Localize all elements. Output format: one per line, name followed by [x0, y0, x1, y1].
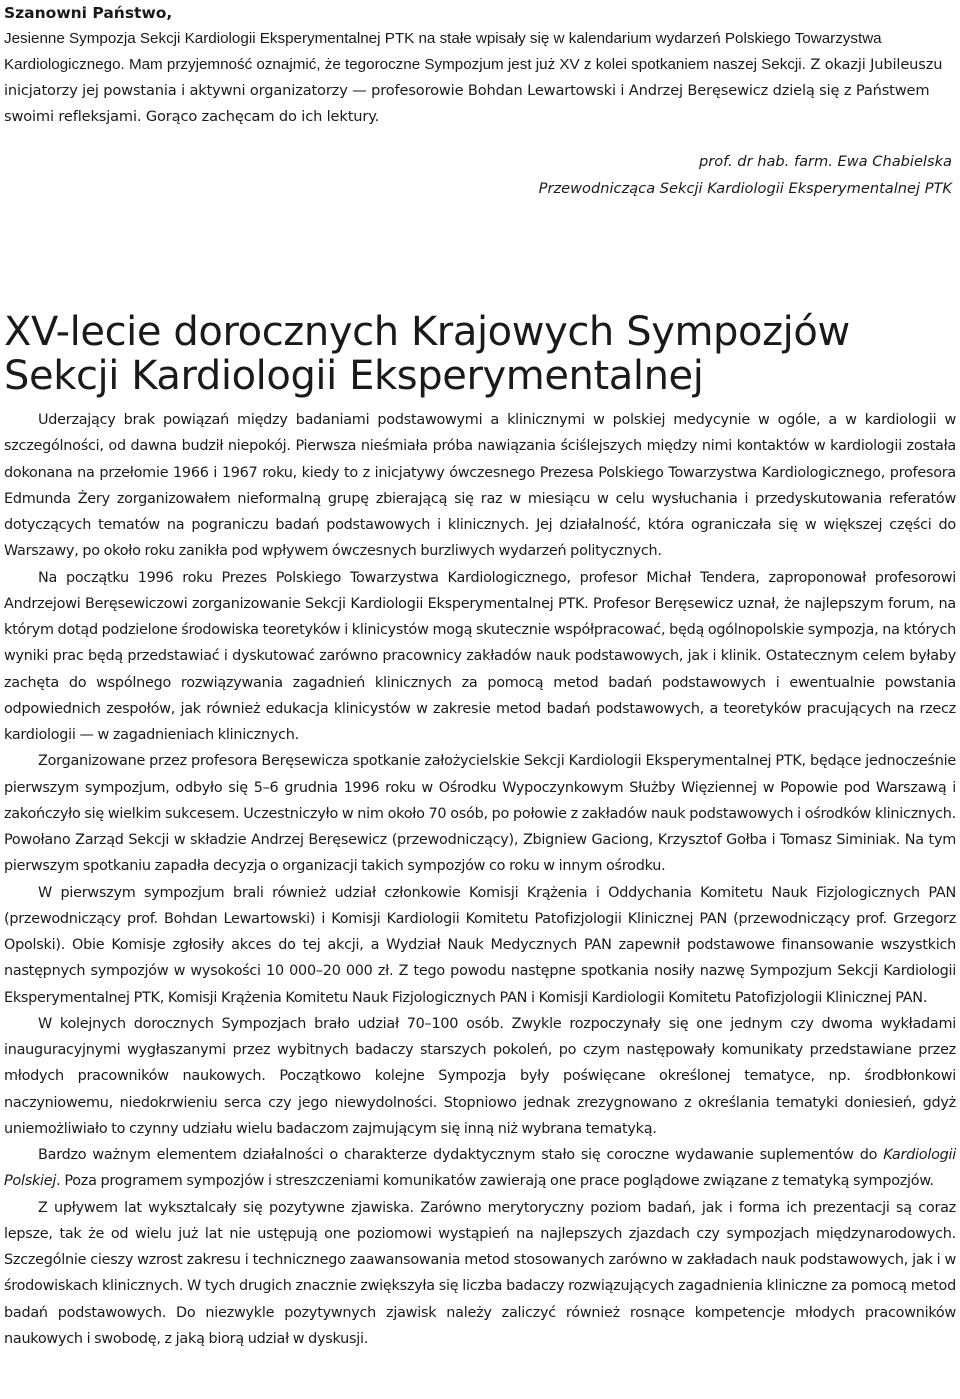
paragraph-text: . Poza programem sympozjów i streszczeniami komunikatów zawierają one prace poglądowe związane z tematyką sympozjów.: [56, 1173, 934, 1190]
letter-lead: Jesienne Sympozja Sekcji Kardiologii Eksperymentalnej PTK na stałe wpisały się w kalendarium wydarzeń Polskiego Towarzystwa Kardiologicznego. Mam przyjemność oznajmić, że tegoroczne Sympozjum jest już XV z kolei spotkaniem naszej Sekcji.: [4, 30, 882, 73]
editor-letter: [4, 0, 956, 202]
letter-greeting: Szanowni Państwo,: [4, 4, 173, 22]
article-paragraph: W pierwszym sympozjum brali również udział członkowie Komisji Krążenia i Oddychania Komitetu Nauk Fizjologicznych PAN (przewodniczący prof. Bohdan Lewartowski) i Komisji Kardiologii Komitetu Patofizjologii Klinicznej PAN (przewodniczący prof. Grzegorz Opolski). Obie Komisje zgłosiły akces do tej akcji, a Wydział Nauk Medycznych PAN zapewnił podstawowe finansowanie wszystkich następnych sympozjów w wysokości 10 000–20 000 zł. Z tego powodu następne spotkania nosiły nazwę Sympozjum Sekcji Kardiologii Eksperymentalnej PTK, Komisji Krążenia Komitetu Nauk Fizjologicznych PAN i Komisji Kardiologii Komitetu Patofizjologii Klinicznej PAN.: [4, 884, 956, 1006]
letter-body: [4, 26, 956, 130]
article-paragraph: W kolejnych dorocznych Sympozjach brało udział 70–100 osób. Zwykle rozpoczynały się one jednym czy dwoma wykładami inauguracyjnymi wygłaszanymi przez wybitnych badaczy starszych pokoleń, po czym następowały komunikaty przedstawiane przez młodych pracowników naukowych. Początkowo kolejne Sympozja były poświęcane określonej tematyce, np. środbłonkowi naczyniowemu, niedokrwieniu serca czy jego niewydolności. Stopniowo jednak zrezygnowano z określania tematyki doniesień, gdyż uniemożliwiało to czynny udziału wielu badaczom zajmującym się inną niż wybrana tematyką.: [4, 1015, 956, 1137]
article-title-line-2: Sekcji Kardiologii Eksperymentalnej: [4, 353, 704, 399]
article-paragraph: Na początku 1996 roku Prezes Polskiego Towarzystwa Kardiologicznego, profesor Michał Tendera, zaproponował profesorowi Andrzejowi Beręsewiczowi zorganizowanie Sekcji Kardiologii Eksperymentalnej PTK. Profesor Beręsewicz uznał, że najlepszym forum, na którym dotąd podzielone środowiska teoretyków i klinicystów mogą skutecznie współpracować, będą ogólnopolskie sympozja, na których wyniki prac będą przedstawiać i dyskutować zarówno pracownicy zakładów nauk podstawowych, jak i klinik. Ostatecznym celem byłaby zachęta do wspólnego rozwiązywania zagadnień klinicznych za pomocą metod badań podstawowych i ewentualnie powstania odpowiednich zespołów, jak również edukacja klinicystów w zakresie metod badań podstawowych, a teoretyków pracujących na rzecz kardiologii — w zagadnieniach klinicznych.: [4, 569, 956, 743]
journal-title: Kardiologii Polskiej: [4, 1147, 956, 1190]
signature-role: Przewodnicząca Sekcji Kardiologii Eksperymentalnej PTK: [538, 180, 952, 197]
article-title-line-1: XV-lecie dorocznych Krajowych Sympozjów: [4, 309, 850, 355]
article-paragraph: Uderzający brak powiązań między badaniami podstawowymi a klinicznymi w polskiej medycynie w ogóle, a w kardiologii w szczególności, od dawna budził niepokój. Pierwsza nieśmiała próba nawiązania ściślejszych między nimi kontaktów w kardiologii została dokonana na przełomie 1966 i 1967 roku, kiedy to z inicjatywy ówczesnego Prezesa Polskiego Towarzystwa Kardiologicznego, profesora Edmunda Żery zorganizowałem nieformalną grupę zbierającą się raz w miesiącu w celu wysłuchania i przedyskutowania referatów dotyczących tematów na pograniczu badań podstawowych i klinicznych. Jej działalność, która ograniczała się w większej części do Warszawy, po około roku zanikła pod wpływem ówczesnych burzliwych wydarzeń politycznych.: [4, 412, 956, 560]
signature-name: prof. dr hab. farm. Ewa Chabielska: [698, 153, 952, 170]
letter-signature: [4, 148, 956, 202]
letter-body-text: Z okazji Jubileuszu inicjatorzy jej powstania i aktywni organizatorzy — profesorowie Bohdan Lewartowski i Andrzej Beręsewicz dzielą się z Państwem swoimi refleksjami. Gorąco zachęcam do ich lektury.: [4, 56, 943, 125]
article-paragraph: [4, 1142, 956, 1195]
article-title: [4, 310, 956, 398]
paragraph-text: Bardzo ważnym elementem działalności o charakterze dydaktycznym stało się coroczne wydawanie suplementów do: [38, 1147, 884, 1163]
article-paragraph: Zorganizowane przez profesora Beręsewicza spotkanie założycielskie Sekcji Kardiologii Eksperymentalnej PTK, będące jednocześnie pierwszym sympozjum, odbyło się 5–6 grudnia 1996 roku w Ośrodku Wypoczynkowym Służby Więziennej w Popowie pod Warszawą i zakończyło się wielkim sukcesem. Uczestniczyło w nim około 70 osób, po połowie z zakładów nauk podstawowych i ośrodków klinicznych. Powołano Zarząd Sekcji w składzie Andrzej Beręsewicz (przewodniczący), Zbigniew Gaciong, Krzysztof Gołba i Tomasz Siminiak. Na tym pierwszym spotkaniu zapadła decyzja o organizacji takich sympozjów co roku w innym ośrodku.: [4, 753, 956, 875]
article-body: [4, 407, 956, 1352]
article-paragraph: Z upływem lat wyksztalcały się pozytywne zjawiska. Zarówno merytoryczny poziom badań, jak i forma ich prezentacji są coraz lepsze, tak że od wielu już lat nie ustępują one poziomowi wystąpień na najlepszych zjazdach czy sympozjach międzynarodowych. Szczególnie cieszy wzrost zakresu i technicznego zaawansowania metod stosowanych zarówno w zakładach nauk podstawowych, jak i w środowiskach klinicznych. W tych drugich znacznie zwiększyła się liczba badaczy rozwiązujących zagadnienia kliniczne za pomocą metod badań podstawowych. Do niezwykle pozytywnych zjawisk należy zaliczyć również rosnące kompetencje młodych pracowników naukowych i swobodę, z jaką biorą udział w dyskusji.: [4, 1199, 956, 1347]
